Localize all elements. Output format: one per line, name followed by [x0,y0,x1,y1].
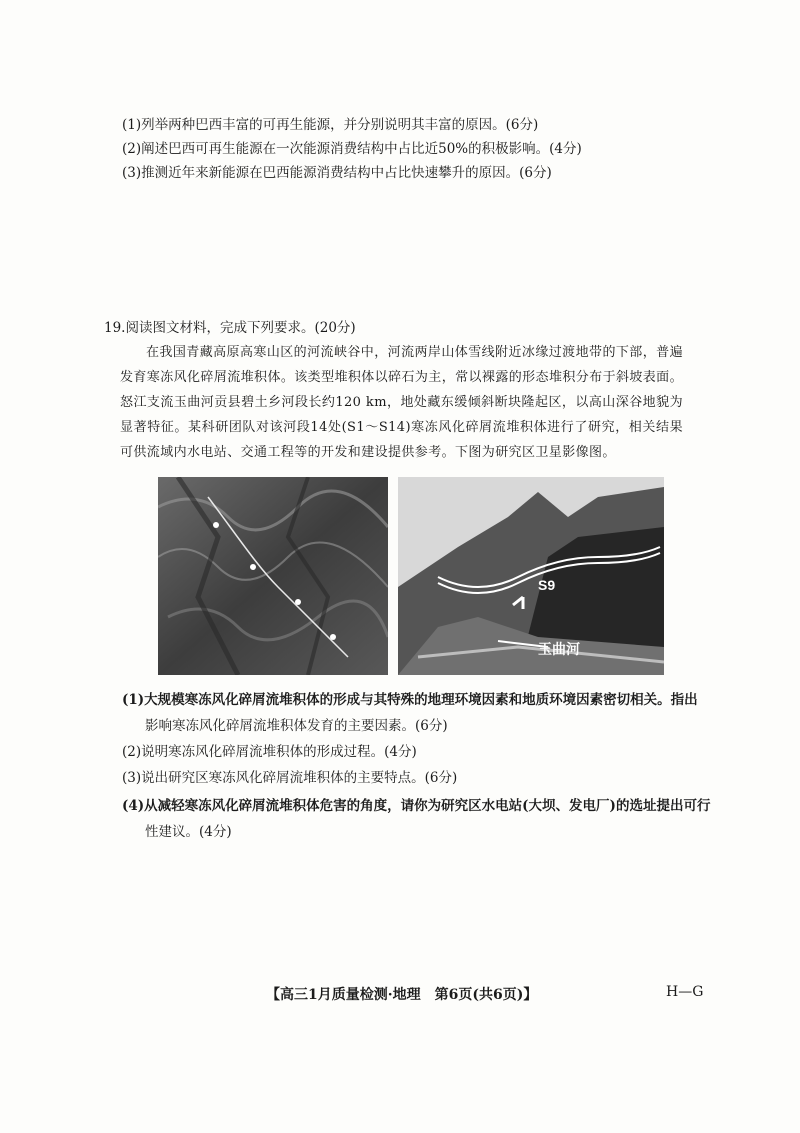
paper-code: H—G [666,984,704,1000]
q18-item-2: (2)阐述巴西可再生能源在一次能源消费结构中占比近50%的积极影响。(4分) [122,141,582,157]
q19-item-3: (3)说出研究区寒冻风化碎屑流堆积体的主要特点。(6分) [122,770,458,786]
q18-item-3: (3)推测近年来新能源在巴西能源消费结构中占比快速攀升的原因。(6分) [122,165,552,181]
q19-item-4-line2: 性建议。(4分) [145,824,232,840]
photo-label-river: 玉曲河 [538,642,580,658]
page-footer: 【高三1月质量检测·地理 第6页(共6页)】 [266,987,538,1003]
satellite-figure [158,477,664,675]
q19-item-4-line1: (4)从减轻寒冻风化碎屑流堆积体危害的角度，请你为研究区水电站(大坝、发电厂)的选址提出可行 [122,798,711,814]
photo-label-site: S9 [538,577,556,593]
q19-item-2: (2)说明寒冻风化碎屑流堆积体的形成过程。(4分) [122,744,417,760]
q19-passage: 在我国青藏高原高寒山区的河流峡谷中，河流两岸山体雪线附近冰缘过渡地带的下部，普遍发育寒冻风化碎屑流堆积体。该类型堆积体以碎石为主，常以裸露的形态堆积分布于斜坡表面。怒江支流玉曲河贡县碧土乡河段长约120 km，地处藏东缓倾斜断块隆起区，以高山深谷地貌为显著特征。某科研团队对该河段14处(S1～S14)寒冻风化碎屑流堆积体进行了研究，相关结果可供流域内水电站、交通工程等的开发和建设提供参考。下图为研究区卫星影像图。 [120,345,683,460]
q19-item-1-line1: (1)大规模寒冻风化碎屑流堆积体的形成与其特殊的地理环境因素和地质环境因素密切相关。指出 [122,692,698,708]
satellite-image [158,477,388,675]
q19-item-1-line2: 影响寒冻风化碎屑流堆积体发育的主要因素。(6分) [145,718,448,734]
q19-heading: 19.阅读图文材料，完成下列要求。(20分) [104,320,356,336]
q18-item-1: (1)列举两种巴西丰富的可再生能源，并分别说明其丰富的原因。(6分) [122,117,539,133]
valley-photo [398,477,664,675]
